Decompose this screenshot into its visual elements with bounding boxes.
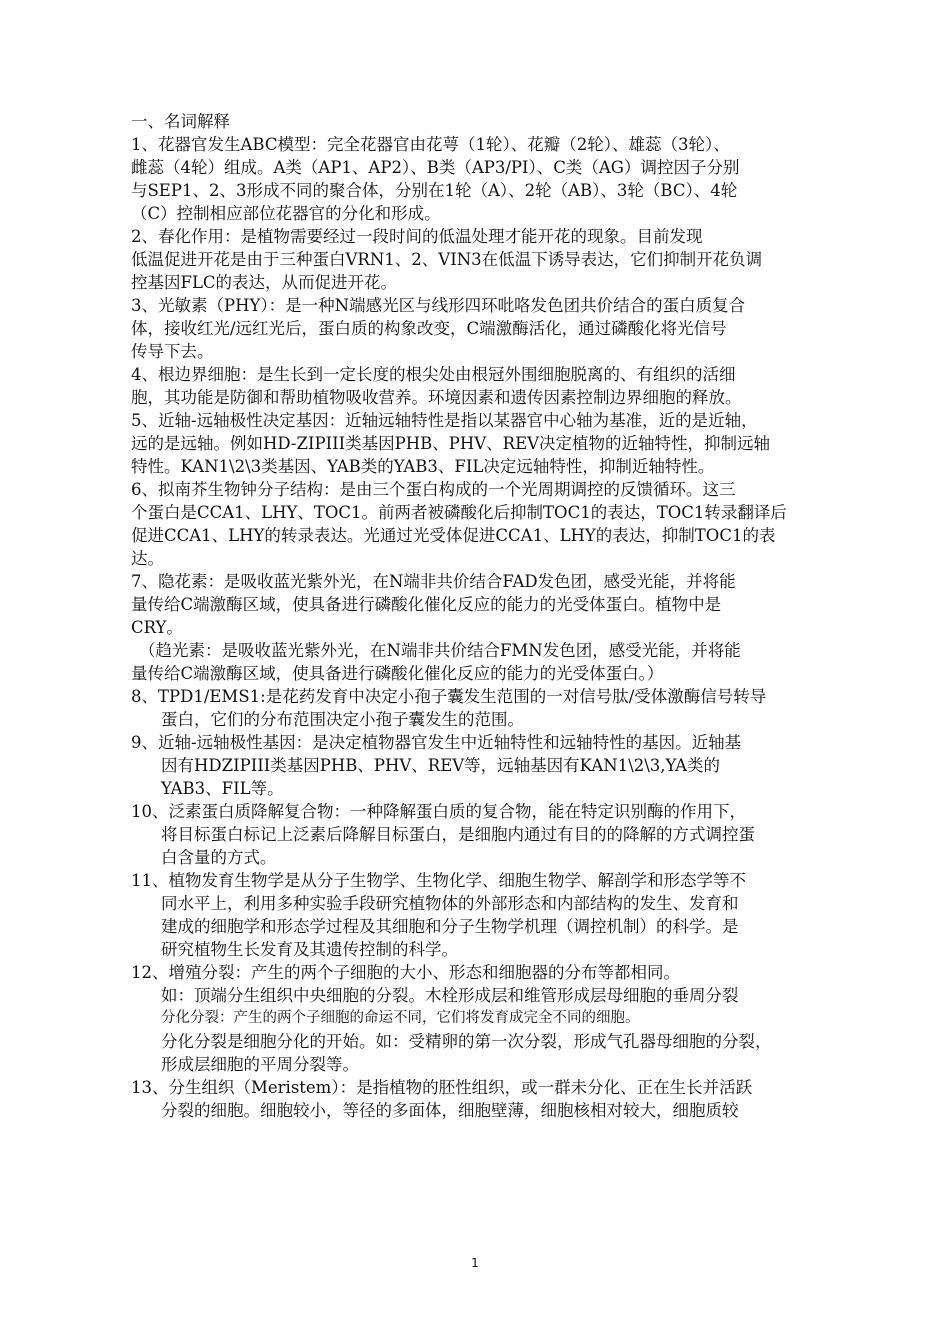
text-line: 量传给C端激酶区域，使具备进行磷酸化催化反应的能力的光受体蛋白。） [131,664,664,683]
text-line: 12、增殖分裂：产生的两个子细胞的大小、形态和细胞器的分布等都相同。 [131,963,680,982]
text-line: 7、隐花素：是吸收蓝光紫外光，在N端非共价结合FAD发色团，感受光能，并将能 [131,572,736,591]
text-line: 低温促进开花是由于三种蛋白VRN1、2、VIN3在低温下诱导表达，它们抑制开花负调 [131,250,763,269]
text-line: 分化分裂是细胞分化的开始。如：受精卵的第一次分裂，形成气孔器母细胞的分裂， [161,1032,772,1051]
text-line: 特性。KAN1\2\3类基因、YAB类的YAB3、FIL决定远轴特性，抑制近轴特性。 [131,457,715,476]
text-line: 因有HDZIPIII类基因PHB、PHV、REV等，远轴基因有KAN1\2\3,YA类的 [161,756,721,775]
text-line: 3、光敏素（PHY）：是一种N端感光区与线形四环吡咯发色团共价结合的蛋白质复合 [131,296,746,315]
text-line: 6、拟南芥生物钟分子结构：是由三个蛋白构成的一个光周期调控的反馈循环。这三 [131,480,736,499]
text-line: 形成层细胞的平周分裂等。 [161,1055,359,1074]
text-line: YAB3、FIL等。 [161,779,284,798]
text-line: （趋光素：是吸收蓝光紫外光，在N端非共价结合FMN发色团，感受光能，并将能 [139,641,741,660]
text-line: 1、花器官发生ABC模型：完全花器官由花萼（1轮）、花瓣（2轮）、雄蕊（3轮）、 [131,135,730,154]
text-line: 如：顶端分生组织中央细胞的分裂。木栓形成层和维管形成层母细胞的垂周分裂 [161,986,739,1005]
text-line: 13、分生组织（Meristem）：是指植物的胚性组织，或一群未分化、正在生长并活跃 [131,1078,753,1097]
text-line: 促进CCA1、LHY的转录表达。光通过光受体促进CCA1、LHY的表达，抑制TOC1的表 [131,526,776,545]
text-line: 传导下去。 [131,342,214,361]
text-line: 将目标蛋白标记上泛素后降解目标蛋白，是细胞内通过有目的的降解的方式调控蛋 [161,825,755,844]
text-line: 远的是远轴。例如HD-ZIPIII类基因PHB、PHV、REV决定植物的近轴特性，抑制远轴 [131,434,771,453]
text-line: 2、春化作用：是植物需要经过一段时间的低温处理才能开花的现象。目前发现 [131,227,703,246]
text-line: 白含量的方式。 [161,848,277,867]
text-line: 建成的细胞学和形态学过程及其细胞和分子生物学机理（调控机制）的科学。是 [161,917,739,936]
text-line: 分裂的细胞。细胞较小，等径的多面体，细胞壁薄，细胞核相对较大，细胞质较 [161,1101,739,1120]
text-line: 雌蕊（4轮）组成。A类（AP1、AP2）、B类（AP3/PI）、C类（AG）调控因子分别 [131,158,740,177]
text-line: 与SEP1、2、3形成不同的聚合体，分别在1轮（A）、2轮（AB）、3轮（BC）、4轮 [131,181,738,200]
text-line: 量传给C端激酶区域，使具备进行磷酸化催化反应的能力的光受体蛋白。植物中是 [131,595,722,614]
text-line: 蛋白，它们的分布范围决定小孢子囊发生的范围。 [161,710,524,729]
text-line: （C）控制相应部位花器官的分化和形成。 [131,204,441,223]
text-line: 11、植物发育生物学是从分子生物学、生物化学、细胞生物学、解剖学和形态学等不 [131,871,746,890]
text-line: 个蛋白是CCA1、LHY、TOC1。前两者被磷酸化后抑制TOC1的表达，TOC1转录翻译后 [131,503,787,522]
text-line: 控基因FLC的表达，从而促进开花。 [131,273,398,292]
page-number: 1 [471,1256,479,1270]
text-line: 胞，其功能是防御和帮助植物吸收营养。环境因素和遗传因素控制边界细胞的释放。 [131,388,742,407]
text-line: 研究植物生长发育及其遗传控制的科学。 [161,940,458,959]
text-line: 10、泛素蛋白质降解复合物：一种降解蛋白质的复合物，能在特定识别酶的作用下， [131,802,746,821]
text-line: 达。 [131,549,164,568]
document-body [131,110,843,1122]
section-heading: 一、名词解释 [131,112,230,131]
text-line: 分化分裂：产生的两个子细胞的命运不同，它们将发育成完全不同的细胞。 [161,1010,640,1026]
text-line: CRY。 [131,618,183,637]
text-line: 同水平上，利用多种实验手段研究植物体的外部形态和内部结构的发生、发育和 [161,894,739,913]
text-line: 4、根边界细胞：是生长到一定长度的根尖处由根冠外围细胞脱离的、有组织的活细 [131,365,736,384]
text-line: 8、TPD1/EMS1:是花药发育中决定小孢子囊发生范围的一对信号肽/受体激酶信号转导 [131,687,767,706]
text-line: 9、近轴-远轴极性基因：是决定植物器官发生中近轴特性和远轴特性的基因。近轴基 [131,733,742,752]
text-line: 5、近轴-远轴极性决定基因：近轴远轴特性是指以某器官中心轴为基准，近的是近轴， [131,411,758,430]
text-line: 体，接收红光/远红光后，蛋白质的构象改变，C端激酶活化，通过磷酸化将光信号 [131,319,727,338]
